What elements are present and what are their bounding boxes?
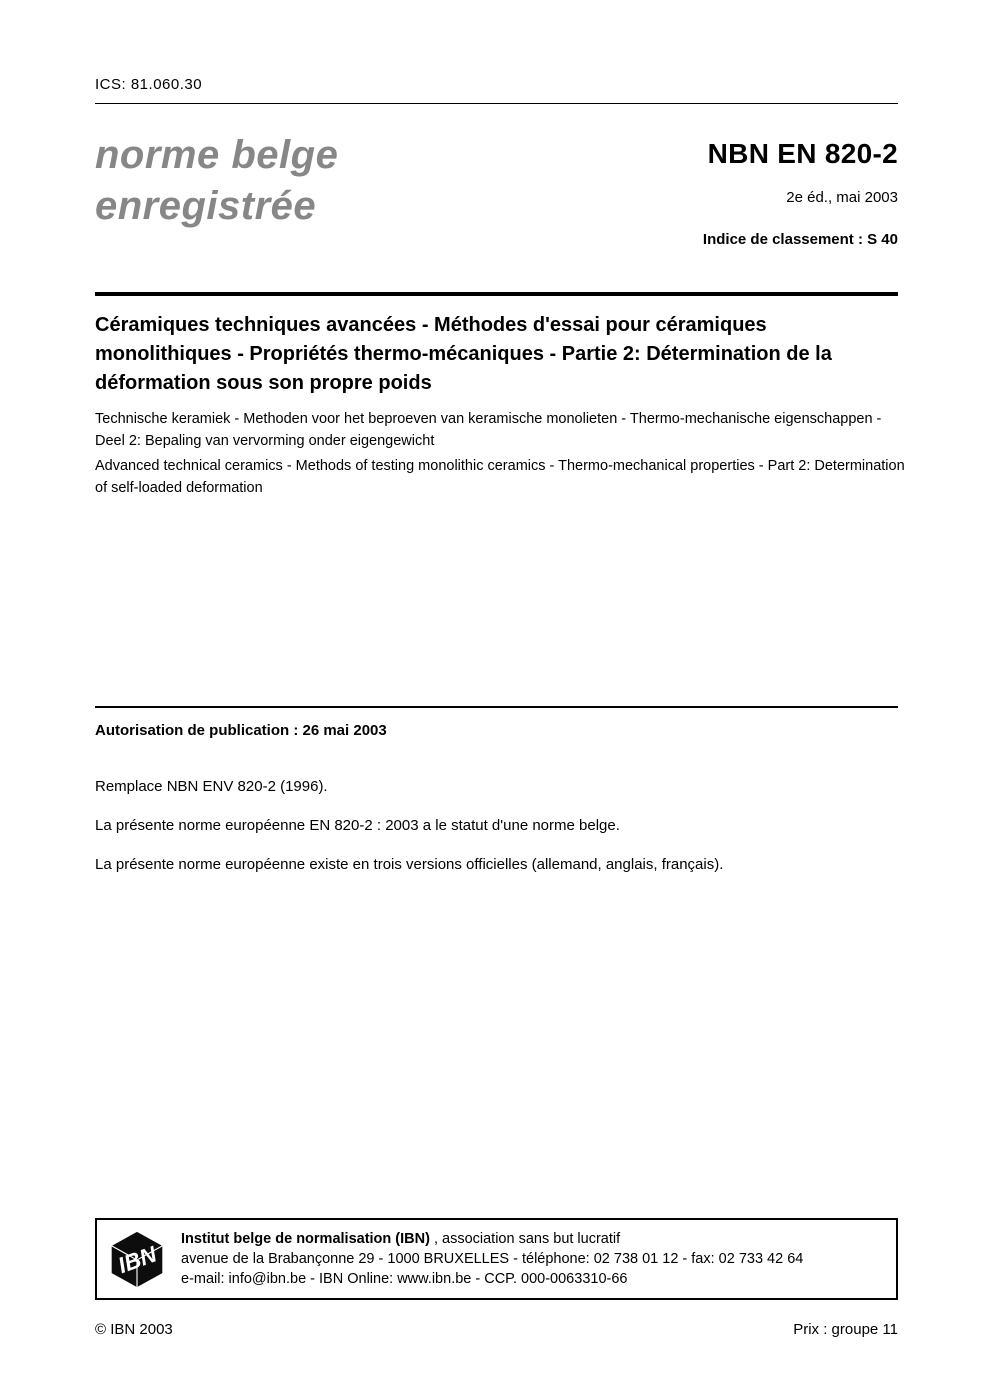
ibn-logo-text: IBN bbox=[114, 1241, 160, 1279]
replaces-note: Remplace NBN ENV 820-2 (1996). bbox=[95, 778, 328, 795]
publisher-address: avenue de la Brabançonne 29 - 1000 BRUXELLES - téléphone: 02 738 01 12 - fax: 02 733 42 64 bbox=[181, 1251, 804, 1267]
title-french: Céramiques techniques avancées - Méthodes d'essai pour céramiques monolithiques - Propriétés thermo-mécaniques - Partie 2: Détermination de la déformation sous son propre poids bbox=[95, 314, 832, 394]
document-type-heading bbox=[95, 130, 338, 232]
edition-date: 2e éd., mai 2003 bbox=[786, 189, 898, 206]
publisher-contact: e-mail: info@ibn.be - IBN Online: www.ibn.be - CCP. 000-0063310-66 bbox=[181, 1271, 628, 1287]
ics-code: ICS: 81.060.30 bbox=[95, 76, 203, 93]
status-note: La présente norme européenne EN 820-2 : 2003 a le statut d'une norme belge. bbox=[95, 817, 620, 834]
versions-note: La présente norme européenne existe en trois versions officielles (allemand, anglais, français). bbox=[95, 856, 724, 873]
document-type-line1: norme belge bbox=[95, 133, 339, 177]
publication-authorization: Autorisation de publication : 26 mai 2003 bbox=[95, 722, 387, 739]
publication-divider bbox=[95, 706, 898, 708]
ibn-logo-icon bbox=[107, 1229, 167, 1289]
copyright-notice: © IBN 2003 bbox=[95, 1321, 173, 1338]
title-english: Advanced technical ceramics - Methods of testing monolithic ceramics - Thermo-mechanical properties - Part 2: Determination of self-loaded deformation bbox=[95, 458, 905, 496]
document-type-line2: enregistrée bbox=[95, 184, 317, 228]
standard-number: NBN EN 820-2 bbox=[707, 138, 898, 169]
publisher-association: , association sans but lucratif bbox=[429, 1231, 621, 1247]
publisher-name: Institut belge de normalisation (IBN) bbox=[181, 1231, 430, 1247]
title-divider bbox=[95, 292, 898, 296]
classification-index: Indice de classement : S 40 bbox=[702, 231, 898, 248]
publisher-info-box bbox=[95, 1218, 898, 1300]
publisher-details bbox=[181, 1229, 803, 1289]
title-dutch: Technische keramiek - Methoden voor het beproeven van keramische monolieten - Thermo-mechanische eigenschappen - Deel 2: Bepaling van vervorming onder eigengewicht bbox=[95, 411, 882, 449]
top-divider bbox=[95, 103, 898, 104]
publisher-name-line bbox=[181, 1229, 803, 1249]
price-group: Prix : groupe 11 bbox=[793, 1321, 898, 1338]
